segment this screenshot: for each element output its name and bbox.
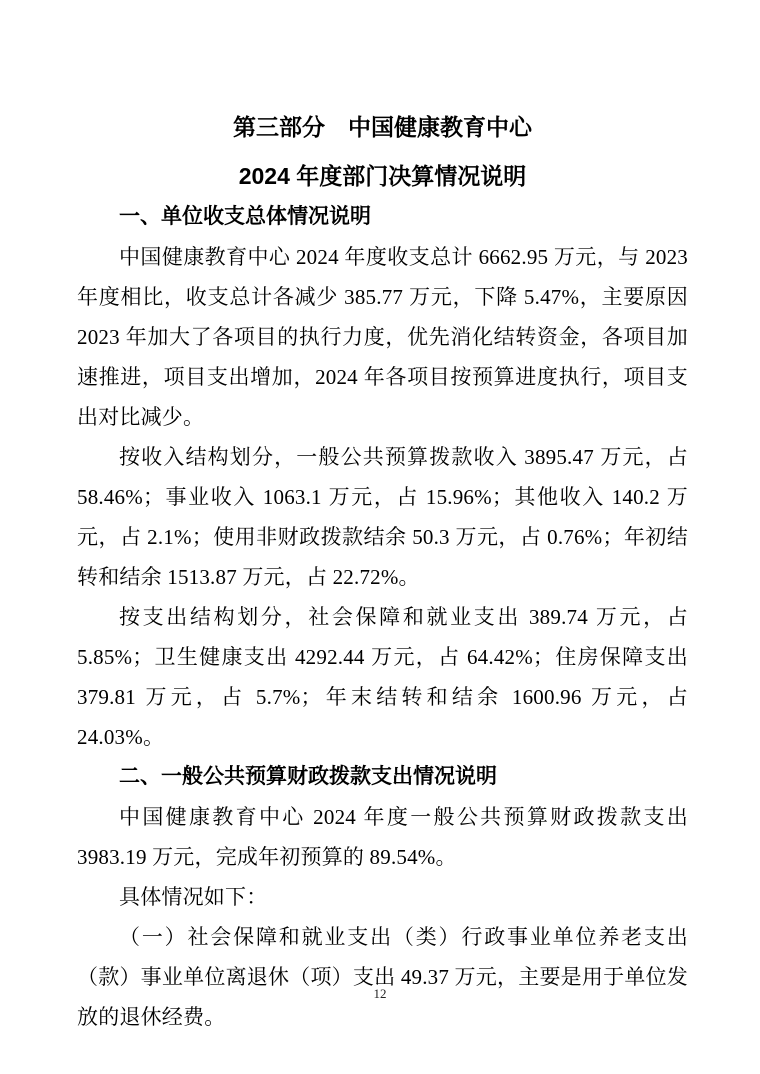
document-title-line-2: 2024 年度部门决算情况说明 bbox=[238, 163, 527, 189]
document-title-line-1: 第三部分 中国健康教育中心 bbox=[233, 114, 532, 140]
section-2-paragraph-2: 具体情况如下： bbox=[119, 885, 268, 909]
section-1-paragraph-1: 中国健康教育中心 2024 年度收支总计 6662.95 万元，与 2023 年度相比，收支总计各减少 385.77 万元，下降 5.47%，主要原因 2023 年加大了各项目的执行力度，优先消化结转资金，各项目加速推进，项目支出增加，2024 年各项目按预算进度执行，项目支出对比减少。 bbox=[77, 245, 688, 429]
page-number: 12 bbox=[373, 986, 387, 1001]
section-2-paragraph-3: （一）社会保障和就业支出（类）行政事业单位养老支出（款）事业单位离退休（项）支出 49.37 万元，主要是用于单位发放的退休经费。 bbox=[77, 925, 688, 1029]
section-1-paragraph-3: 按支出结构划分，社会保障和就业支出 389.74 万元，占 5.85%；卫生健康支出 4292.44 万元，占 64.42%；住房保障支出 379.81 万元，占 5.7%；年末结转和结余 1600.96 万元，占 24.03%。 bbox=[77, 605, 688, 749]
section-2-paragraph-1: 中国健康教育中心 2024 年度一般公共预算财政拨款支出 3983.19 万元，完成年初预算的 89.54%。 bbox=[77, 805, 688, 869]
section-1-paragraph-2: 按收入结构划分，一般公共预算拨款收入 3895.47 万元，占 58.46%；事业收入 1063.1 万元，占 15.96%；其他收入 140.2 万元，占 2.1%；使用非财政拨款结余 50.3 万元，占 0.76%；年初结转和结余 1513.87 万元，占 22.72%。 bbox=[77, 445, 688, 589]
section-1-heading: 一、单位收支总体情况说明 bbox=[119, 205, 371, 228]
section-2-heading: 二、一般公共预算财政拨款支出情况说明 bbox=[119, 765, 497, 788]
